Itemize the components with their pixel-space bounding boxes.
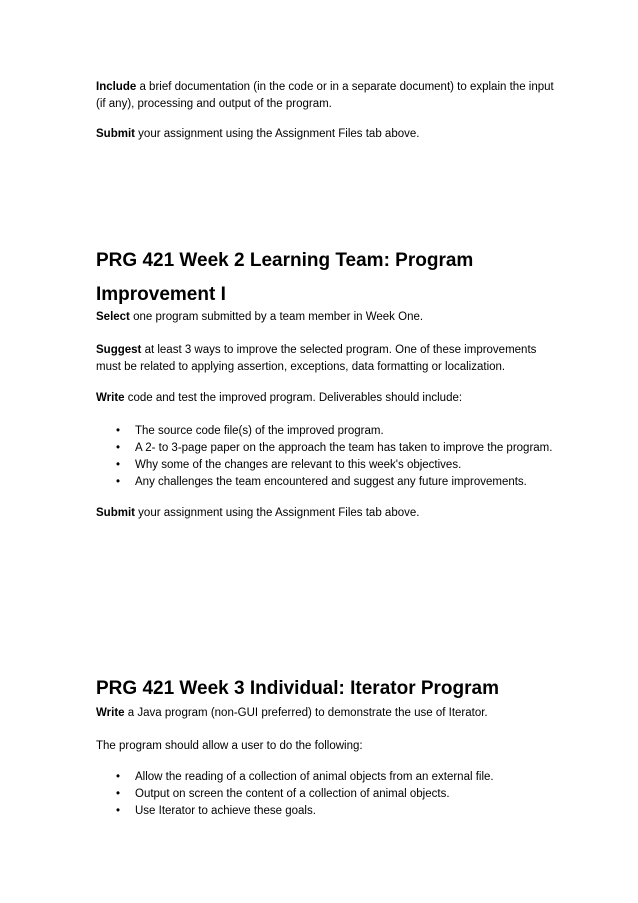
submit-paragraph-2 xyxy=(96,505,556,522)
submit-text: your assignment using the Assignment Files tab above. xyxy=(134,507,420,519)
select-paragraph xyxy=(96,309,556,326)
include-paragraph xyxy=(96,79,556,113)
submit-label: Submit xyxy=(96,128,135,140)
submit-text: your assignment using the Assignment Files tab above. xyxy=(134,128,420,140)
suggest-paragraph xyxy=(96,342,556,376)
write-label: Write xyxy=(96,707,125,719)
deliverables-list xyxy=(96,423,556,491)
week2-heading-line2: Improvement I xyxy=(96,284,226,305)
list-item: • The source code file(s) of the improved program. xyxy=(96,423,556,440)
select-text: one program submitted by a team member in Week One. xyxy=(129,311,424,323)
write-label: Write xyxy=(96,392,125,404)
include-label: Include xyxy=(96,81,137,93)
week3-heading: PRG 421 Week 3 Individual: Iterator Program xyxy=(96,678,499,699)
write-text: code and test the improved program. Deliverables should include: xyxy=(124,392,463,404)
write-text: a Java program (non-GUI preferred) to demonstrate the use of Iterator. xyxy=(124,707,488,719)
list-item: • Output on screen the content of a collection of animal objects. xyxy=(96,786,556,803)
suggest-label: Suggest xyxy=(96,344,142,356)
include-text: a brief documentation (in the code or in a separate document) to explain the input (if any), processing and output of the program. xyxy=(96,81,554,110)
list-item: • Any challenges the team encountered and suggest any future improvements. xyxy=(96,474,556,491)
list-item: • Use Iterator to achieve these goals. xyxy=(96,803,556,820)
write-java-paragraph xyxy=(96,705,556,722)
write-paragraph xyxy=(96,390,556,407)
list-item: • Allow the reading of a collection of animal objects from an external file. xyxy=(96,769,556,786)
suggest-text: at least 3 ways to improve the selected program. One of these improvements must be related to applying assertion, exceptions, data formatting or localization. xyxy=(96,344,537,373)
submit-paragraph-1 xyxy=(96,126,556,143)
list-item: • A 2- to 3-page paper on the approach the team has taken to improve the program. xyxy=(96,440,556,457)
requirements-list xyxy=(96,769,556,820)
list-item: • Why some of the changes are relevant to this week's objectives. xyxy=(96,457,556,474)
select-label: Select xyxy=(96,311,130,323)
week2-heading-line1: PRG 421 Week 2 Learning Team: Program xyxy=(96,250,474,271)
submit-label: Submit xyxy=(96,507,135,519)
intro-paragraph: The program should allow a user to do the following: xyxy=(96,740,363,752)
